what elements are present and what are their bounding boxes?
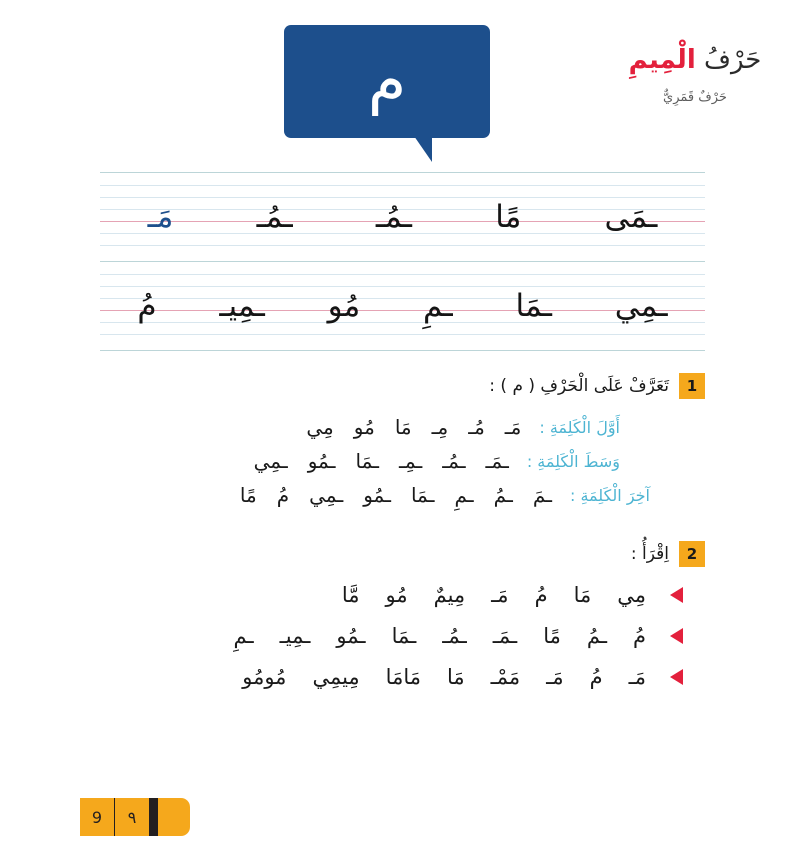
- practice-stave-line-2: [100, 262, 705, 351]
- practice-glyph: مُو: [327, 287, 361, 324]
- letterform-row-label: وَسَطَ الْكَلِمَةِ :: [526, 451, 620, 471]
- letterform-item: ـمُـ: [442, 449, 466, 473]
- reading-item: ـمُـ: [442, 624, 467, 648]
- reading-item: مًا: [543, 624, 561, 648]
- letterform-row-final: [100, 483, 705, 507]
- reading-item: مَـ: [628, 665, 646, 689]
- letterform-row-medial: [100, 449, 705, 473]
- reading-item: مَمْـ: [490, 665, 521, 689]
- letterform-item-group: [306, 415, 521, 439]
- bubble-letter: م: [367, 42, 407, 116]
- practice-glyph: مُ: [137, 287, 157, 324]
- title-prefix: حَرْفُ: [704, 45, 762, 75]
- letterform-item-group: [254, 449, 509, 473]
- reading-item: مَّا: [341, 583, 360, 607]
- reading-item: مَا: [446, 665, 465, 689]
- practice-glyph-model: مَـ: [147, 198, 174, 235]
- reading-item: ـمُ: [586, 624, 607, 648]
- letterform-item: ـمِي: [309, 483, 344, 507]
- letterform-item: ـمَا: [355, 449, 379, 473]
- reading-item: ـمُو: [336, 624, 366, 648]
- reading-row: [100, 624, 705, 648]
- practice-glyph-row: [100, 173, 705, 261]
- reading-item: مِيمٌ: [433, 583, 466, 607]
- reading-item-group: [342, 583, 646, 607]
- practice-glyph: ـمَى: [604, 198, 658, 235]
- letterform-item: ـمَـ: [485, 449, 509, 473]
- letterform-item: ـمَ: [532, 483, 552, 507]
- reading-item: مِيمِي: [312, 665, 360, 689]
- practice-glyph: مًا: [495, 198, 522, 235]
- letterform-row-initial: [100, 415, 705, 439]
- practice-glyph: ـمِي: [614, 287, 668, 324]
- page-number-tab: [80, 798, 190, 836]
- practice-glyph: ـمُـ: [256, 198, 293, 235]
- letterform-item: مَـ: [504, 415, 522, 439]
- practice-glyph: ـمِيـ: [219, 287, 265, 324]
- speech-bubble-tail-icon: [388, 136, 432, 162]
- page-title: [610, 42, 780, 78]
- reading-item: مَا: [573, 583, 592, 607]
- reading-item: ـمِيـ: [279, 624, 311, 648]
- reading-item: مُ: [534, 583, 548, 607]
- letterform-item: مُـ: [468, 415, 485, 439]
- handwriting-practice-area: [100, 172, 705, 351]
- reading-row: [100, 583, 705, 607]
- letterform-row-label: آخِرَ الْكَلِمَةِ :: [569, 485, 650, 505]
- page-number-latin: 9: [91, 807, 103, 827]
- practice-stave-line-1: [100, 172, 705, 262]
- letterform-item: مَا: [394, 415, 412, 439]
- reading-item: ـمِ: [233, 624, 254, 648]
- exercises-area: [100, 373, 705, 689]
- reading-item: ـمَا: [391, 624, 417, 648]
- exercise-1-heading: [100, 373, 705, 399]
- reading-item: مِي: [617, 583, 646, 607]
- title-block: [610, 42, 780, 105]
- letter-speech-bubble: [284, 25, 490, 138]
- reading-item: مُومُو: [242, 665, 287, 689]
- letterform-item-group: [240, 483, 552, 507]
- page-subtitle: حَرْفٌ قَمَرِيٌّ: [663, 90, 727, 106]
- triangle-bullet-icon: [670, 628, 683, 644]
- exercise-1-number-badge: 1: [679, 373, 705, 399]
- letterform-item: مًا: [239, 483, 257, 507]
- letterform-item: ـمُو: [363, 483, 391, 507]
- reading-row: [100, 665, 705, 689]
- letterform-item: ـمَا: [410, 483, 435, 507]
- letterform-item: ـمُ: [493, 483, 513, 507]
- exercise-2-number-badge: 2: [679, 541, 705, 567]
- reading-item: مَـ: [491, 583, 509, 607]
- practice-glyph: ـمَا: [515, 287, 552, 324]
- letterform-item: ـمِـ: [398, 449, 423, 473]
- tab-spacer: [158, 798, 190, 836]
- tab-divider-thin: [114, 798, 115, 836]
- letterform-item: مِـ: [431, 415, 449, 439]
- letterform-item: ـمُو: [307, 449, 336, 473]
- practice-glyph-row: [100, 262, 705, 350]
- letterform-rows: [100, 415, 705, 507]
- reading-item: ـمَـ: [492, 624, 518, 648]
- letterform-item: ـمِي: [253, 449, 288, 473]
- triangle-bullet-icon: [670, 669, 683, 685]
- practice-glyph: ـمِ: [423, 287, 453, 324]
- exercise-2-heading: [100, 541, 705, 567]
- reading-item: مَـ: [546, 665, 564, 689]
- reading-item: مُو: [385, 583, 408, 607]
- page-number-arabic: ٩: [127, 807, 137, 827]
- reading-item-group: [233, 624, 646, 648]
- reading-rows: [100, 583, 705, 689]
- exercise-2-title: اِقْرَأُ :: [630, 544, 669, 564]
- exercise-1-title: تَعَرَّفْ عَلَى الْحَرْفِ ( م ) :: [489, 376, 669, 396]
- tab-divider-dark: [149, 798, 158, 836]
- letterform-item: مُ: [276, 483, 290, 507]
- reading-item: مُ: [589, 665, 603, 689]
- letterform-item: مُو: [353, 415, 375, 439]
- triangle-bullet-icon: [670, 587, 683, 603]
- title-accent: الْمِيمِ: [628, 45, 696, 75]
- letterform-row-label: أَوَّلَ الْكَلِمَةِ :: [539, 417, 620, 437]
- letterform-item: مِي: [306, 415, 334, 439]
- reading-item-group: [242, 665, 646, 689]
- letterform-item: ـمِ: [454, 483, 474, 507]
- practice-glyph: ـمُـ: [375, 198, 413, 235]
- reading-item: مَامَا: [385, 665, 421, 689]
- page-header: [0, 0, 800, 172]
- reading-item: مُ: [632, 624, 646, 648]
